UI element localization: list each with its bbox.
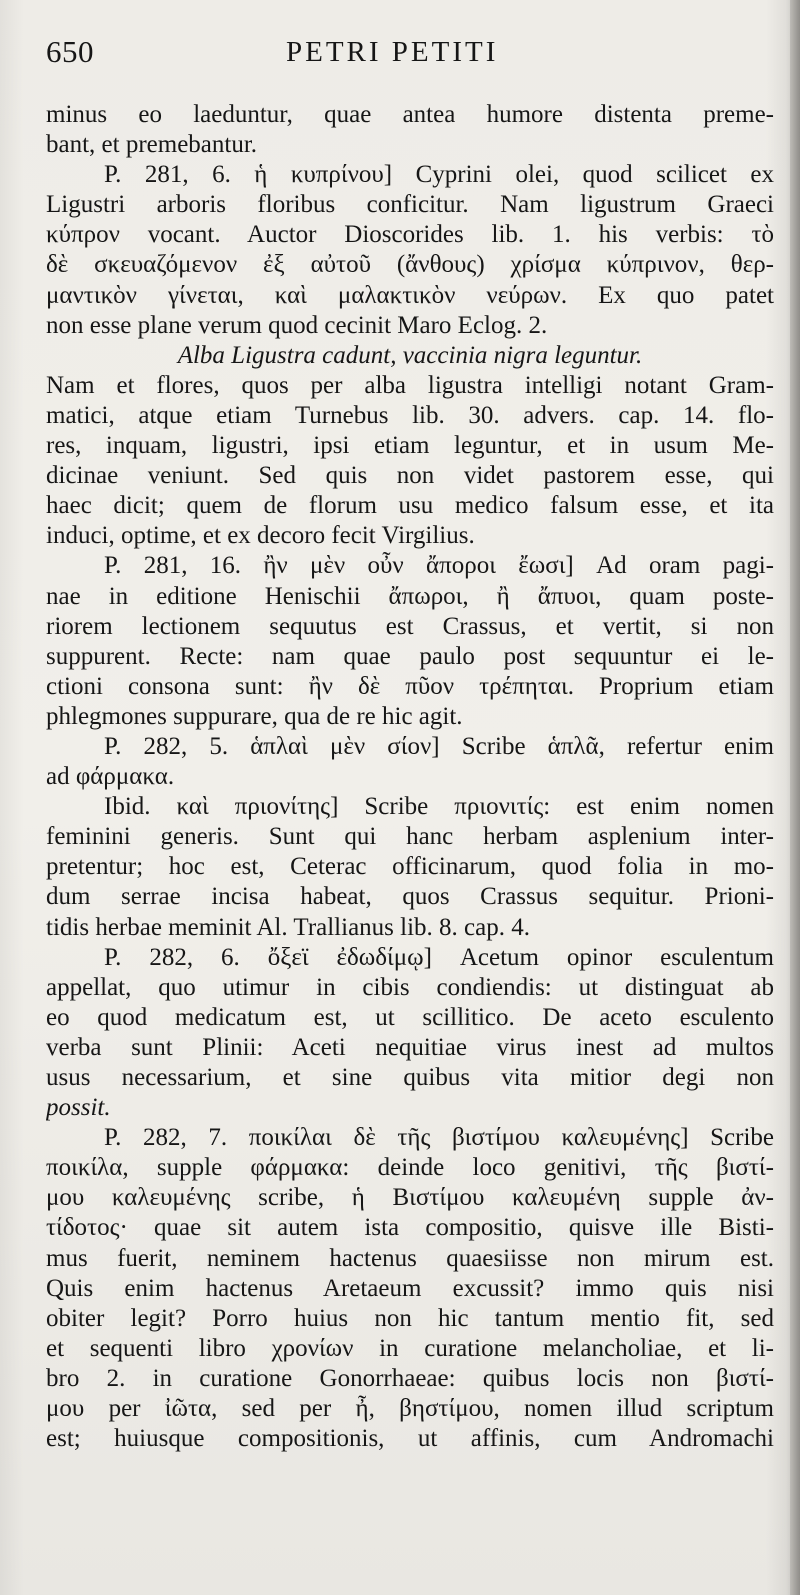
running-head (46, 34, 786, 76)
text-line: bro 2. in curatione Gonorrhaeae: quibus locis non βιστί- (46, 1364, 774, 1392)
text-line: eo quod medicatum est, ut scillitico. De aceto esculento (46, 1003, 774, 1031)
text-line: minus eo laeduntur, quae antea humore distenta preme- (46, 101, 774, 128)
text-line: suppurent. Recte: nam quae paulo post sequuntur ei le- (46, 642, 774, 670)
text-line: ποικίλα, supple φάρμακα: deinde loco genitivi, τῆς βιστί- (46, 1154, 774, 1182)
text-line: dum serrae incisa habeat, quos Crassus sequitur. Prioni- (46, 883, 774, 911)
text-line: res, inquam, ligustri, ipsi etiam leguntur, et in usum Me- (46, 432, 774, 460)
text-line: κύπρον vocant. Auctor Dioscorides lib. 1. his verbis: τὸ (46, 221, 774, 249)
text-line: ad φάρμακα. (46, 763, 175, 791)
text-line: Ligustri arboris floribus conficitur. Nam ligustrum Graeci (46, 191, 774, 219)
text-line: dicinae veniunt. Sed quis non videt pastorem esse, qui (46, 462, 774, 490)
text-line: Ibid. καὶ πριονίτης] Scribe πριονιτίς: est enim nomen (104, 793, 774, 821)
verse-quotation: Alba Ligustra cadunt, vaccinia nigra leguntur. (177, 341, 643, 369)
text-line: P. 282, 7. ποικίλαι δὲ τῆς βιστίμου καλευμένης] Scribe (104, 1124, 774, 1152)
text-line: Quis enim hactenus Aretaeum excussit? immo quis nisi (46, 1274, 774, 1302)
text-line: feminini generis. Sunt qui hanc herbam asplenium inter- (46, 823, 774, 851)
text-line: P. 282, 6. ὄξεϊ ἐδωδίμῳ] Acetum opinor esculentum (104, 943, 774, 971)
text-line: verba sunt Plinii: Aceti nequitiae virus inest ad multos (46, 1033, 774, 1061)
text-line: nae in editione Henischii ἄπωροι, ἢ ἄπυοι, quam poste- (46, 582, 774, 610)
text-line: phlegmones suppurare, qua de re hic agit. (46, 702, 463, 730)
text-line: riorem lectionem sequutus est Crassus, et vertit, si non (46, 612, 774, 640)
text-line: possit. (46, 1094, 111, 1122)
text-line: bant, et premebantur. (46, 131, 258, 159)
text-line: mus fuerit, neminem hactenus quaesiisse non mirum est. (46, 1244, 774, 1272)
text-line: μαντικὸν γίνεται, καὶ μαλακτικὸν νεύρων. Ex quo patet (46, 281, 774, 309)
text-line: obiter legit? Porro huius non hic tantum mentio fit, sed (46, 1304, 774, 1332)
text-line: haec dicit; quem de florum usu medico falsum esse, et ita (46, 492, 774, 520)
text-line: δὲ σκευαζόμενον ἐξ αὐτοῦ (ἄνθους) χρίσμα κύπρινον, θερ- (46, 251, 774, 279)
text-line: ctioni consona sunt: ἢν δὲ πῦον τρέπηται. Proprium etiam (46, 672, 774, 700)
text-line: appellat, quo utimur in cibis condiendis: ut distinguat ab (46, 973, 774, 1001)
text-line: non esse plane verum quod cecinit Maro Eclog. 2. (46, 311, 548, 339)
text-line: pretentur; hoc est, Ceterac officinarum, quod folia in mo- (46, 853, 774, 881)
text-line: P. 281, 6. ἡ κυπρίνου] Cyprini olei, quod scilicet ex (104, 161, 774, 189)
text-line: usus necessarium, et sine quibus vita mitior degi non (46, 1064, 774, 1091)
text-line: et sequenti libro χρονίων in curatione melancholiae, et li- (46, 1334, 774, 1362)
text-line: τίδοτος· quae sit autem ista compositio, quisve ille Bisti- (46, 1214, 774, 1242)
body-text (46, 100, 774, 1454)
page-number: 650 (46, 34, 94, 69)
text-line: induci, optime, et ex decoro fecit Virgilius. (46, 522, 475, 550)
text-line: μου καλευμένης scribe, ἡ Βιστίμου καλευμένη supple ἀν- (46, 1184, 774, 1212)
text-line: est; huiusque compositionis, ut affinis, cum Andromachi (46, 1425, 774, 1453)
page-edge-shadow (790, 0, 800, 1595)
text-line: tidis herbae meminit Al. Trallianus lib. 8. cap. 4. (46, 913, 530, 941)
text-line: Nam et flores, quos per alba ligustra intelligi notant Gram- (46, 371, 774, 399)
text-line: P. 282, 5. ἁπλαὶ μὲν σίον] Scribe ἁπλᾶ, refertur enim (104, 732, 774, 760)
running-title: PETRI PETITI (286, 36, 499, 68)
text-line: matici, atque etiam Turnebus lib. 30. advers. cap. 14. flo- (46, 401, 774, 429)
text-line: P. 281, 16. ἢν μὲν οὖν ἄποροι ἔωσι] Ad oram pagi- (104, 552, 774, 580)
text-line: μου per ἰῶτα, sed per ἦ, βηστίμου, nomen illud scriptum (46, 1395, 774, 1423)
